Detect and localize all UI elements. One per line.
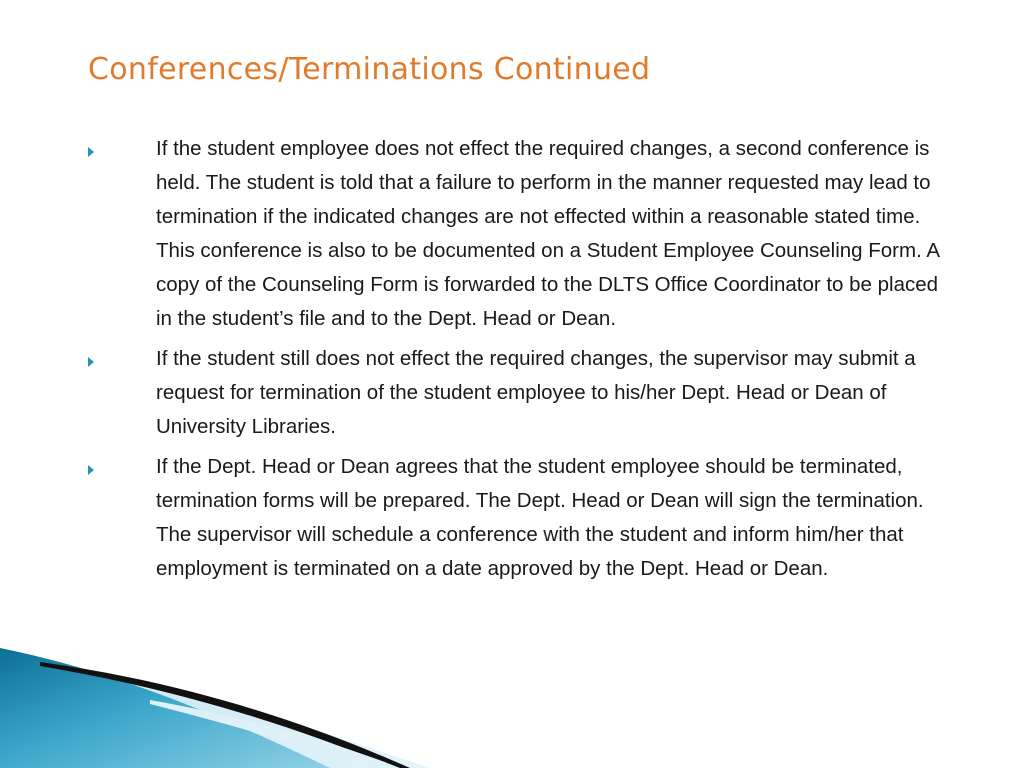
- bullet-text: If the student still does not effect the required changes, the supervisor may submit a request for termination of the student employee to his/her Dept. Head or Dean of University Libraries.: [156, 347, 916, 438]
- triangle-bullet-icon: [88, 147, 94, 157]
- bullet-item: [84, 450, 944, 586]
- bullet-text: If the Dept. Head or Dean agrees that the student employee should be terminated, termination forms will be prepared. The Dept. Head or Dean will sign the termination. The supervisor will schedule a conference with the student and inform him/her that employment is terminated on a date approved by the Dept. Head or Dean.: [156, 455, 924, 580]
- bullet-list: [84, 132, 944, 592]
- wave-blue-band: [0, 648, 330, 768]
- bullet-text: If the student employee does not effect the required changes, a second conference is held. The student is told that a failure to perform in the manner requested may lead to termination if the indicated changes are not effected within a reasonable stated time. This conference is also to be documented on a Student Employee Counseling Form. A copy of the Counseling Form is forwarded to the DLTS Office Coordinator to be placed in the student’s file and to the Dept. Head or Dean.: [156, 137, 939, 330]
- slide-title: Conferences/Terminations Continued: [88, 52, 651, 87]
- wave-light-band: [0, 655, 430, 768]
- wave-black-stroke: [40, 662, 410, 768]
- bullet-item: [84, 342, 944, 444]
- bullet-item: [84, 132, 944, 336]
- triangle-bullet-icon: [88, 465, 94, 475]
- wave-pale-stroke: [150, 700, 400, 768]
- triangle-bullet-icon: [88, 357, 94, 367]
